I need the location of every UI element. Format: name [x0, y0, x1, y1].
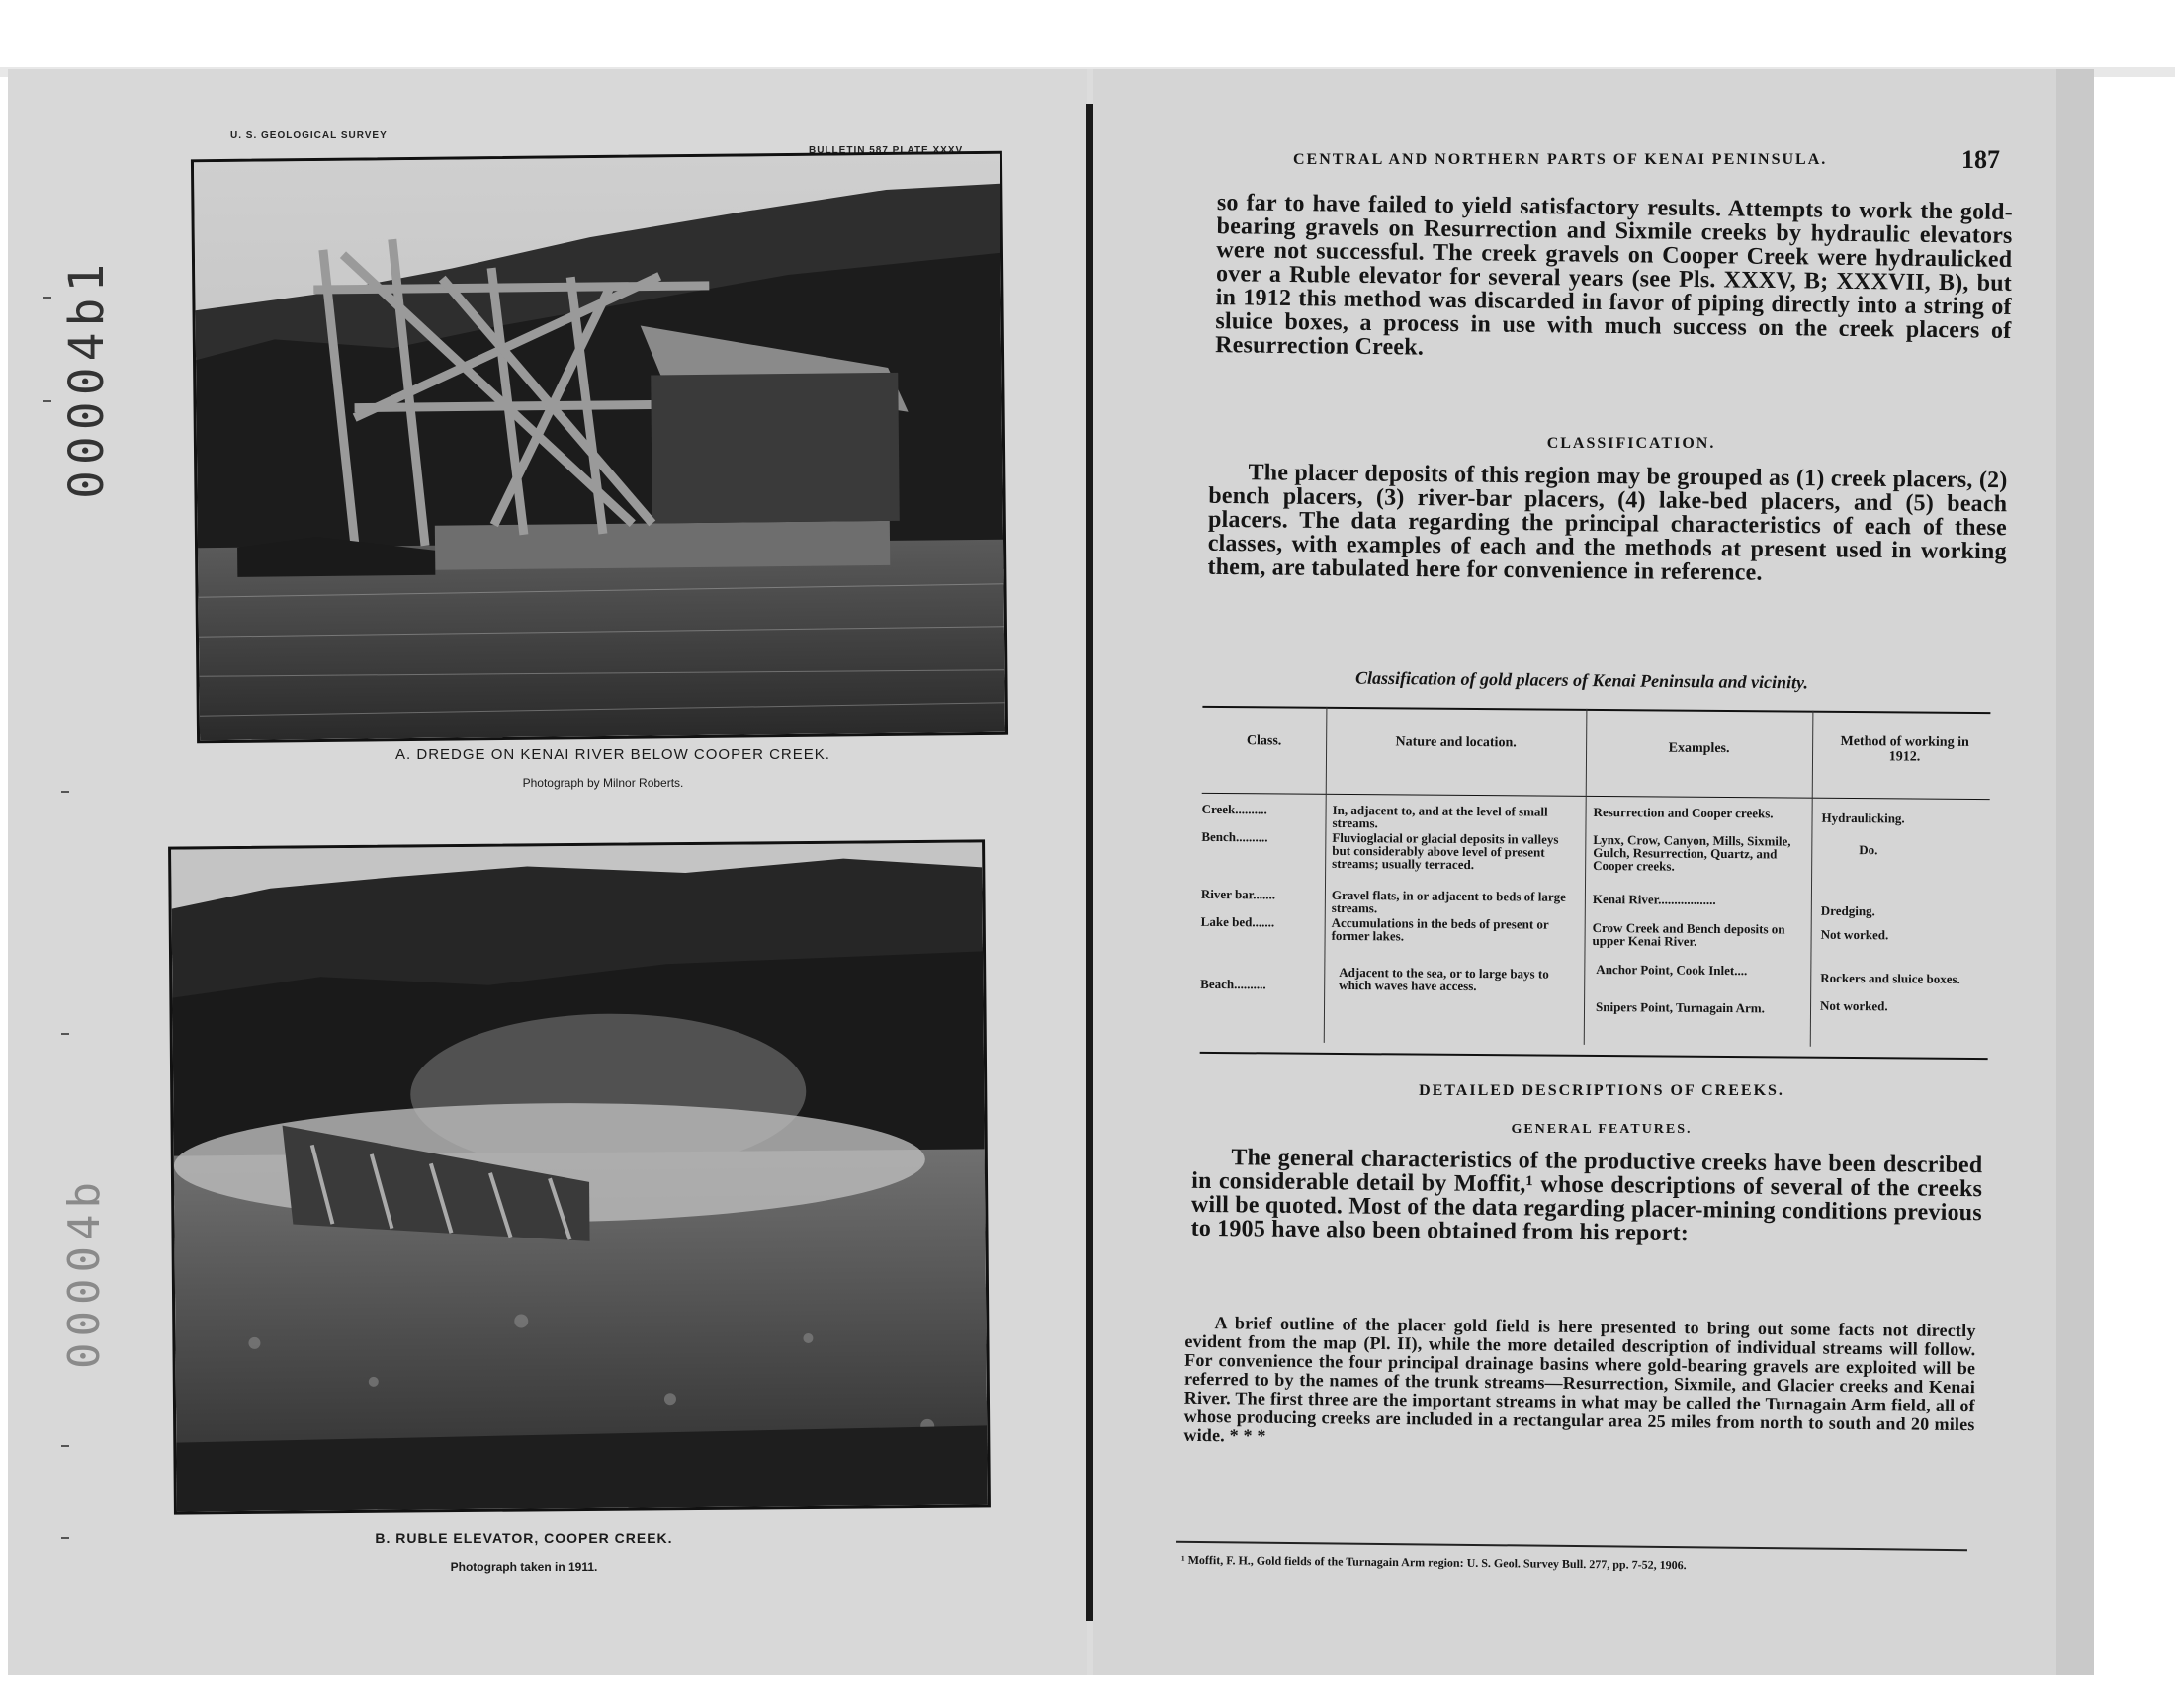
- scan-right-edge: [2056, 69, 2094, 1675]
- cell-nature-beach: Adjacent to the sea, or to large bays to which waves have access.: [1339, 964, 1549, 994]
- paragraph-1: so far to have failed to yield satisfactory results. Attempts to work the gold-bearing gravels on Resurrection and Sixmile creeks by hydraulic elevators were not successful. The creek gravels on Cooper Creek were hydraulicked over a Ruble elevator for several years (see Pls. XXXV, B; XXXVII, B), but in 1912 this method was discarded in favor of piping directly into a string of sluice boxes, a process in use with much success on the creek placers of Resurrection Creek.: [1214, 190, 2014, 361]
- table-header-rule: [1202, 793, 1990, 800]
- plate-a-caption: A. DREDGE ON KENAI RIVER BELOW COOPER CREEK.: [395, 746, 830, 763]
- placer-classification-table: [1200, 706, 1991, 1068]
- th-method: Method of working in 1912.: [1840, 733, 1969, 765]
- margin-tick: [61, 1445, 69, 1447]
- cell-examples-beach-1: Anchor Point, Cook Inlet....: [1596, 962, 1748, 979]
- cell-nature-river-bar: Gravel flats, in or adjacent to beds of large streams.: [1331, 887, 1566, 916]
- margin-tick: [61, 1537, 69, 1539]
- cell-method-beach-2: Not worked.: [1820, 997, 1888, 1014]
- th-examples: Examples.: [1668, 740, 1730, 757]
- footnote: ¹ Moffit, F. H., Gold fields of the Turnagain Arm region: U. S. Geol. Survey Bull. 277, pp. 7-52, 1906.: [1180, 1552, 1687, 1573]
- margin-tick: [44, 297, 51, 299]
- quoted-paragraph: A brief outline of the placer gold field is here presented to bring out some facts not directly evident from the map (Pl. II), while the more detailed description of individual streams will follow. For convenience the four principal drainage basins where gold-bearing gravels are exploited will be referred to by the names of the trunk streams—Resurrection, Sixmile, and Glacier creeks and Kenai River. The first three are the important streams in what may be called the Turnagain Arm field, all of whose producing creeks are included in a rectangular area 25 miles from north to south and 20 miles wide. * * *: [1183, 1313, 1976, 1446]
- cell-examples-lake-bed: Crow Creek and Bench deposits on upper Kenai River.: [1592, 919, 1785, 949]
- table-col-divider: [1324, 707, 1328, 1043]
- cell-nature-lake-bed: Accumulations in the beds of present or former lakes.: [1331, 914, 1549, 944]
- cell-method-bench: Do.: [1859, 842, 1878, 858]
- margin-tick: [61, 1033, 69, 1035]
- cell-examples-river-bar: Kenai River..................: [1592, 891, 1716, 907]
- margin-tick: [44, 400, 51, 402]
- table-caption: Classification of gold placers of Kenai Peninsula and vicinity.: [1354, 667, 1809, 693]
- table-col-divider: [1810, 711, 1814, 1047]
- cell-class-lake-bed: Lake bed.......: [1200, 913, 1275, 930]
- plate-header-left: U. S. GEOLOGICAL SURVEY: [230, 130, 388, 141]
- cell-nature-creek: In, adjacent to, and at the level of small streams.: [1332, 802, 1548, 831]
- plate-a-credit: Photograph by Milnor Roberts.: [522, 776, 684, 790]
- plate-b-caption: B. RUBLE ELEVATOR, COOPER CREEK.: [375, 1530, 673, 1546]
- cell-class-river-bar: River bar.......: [1200, 886, 1276, 902]
- running-head: [1293, 145, 2000, 174]
- photo-ruble-elevator: [168, 839, 991, 1514]
- section-general-features: GENERAL FEATURES.: [1511, 1122, 1693, 1137]
- paragraph-2: The placer deposits of this region may be grouped as (1) creek placers, (2) bench placers, (3) river-bar placers, (4) lake-bed placers, and (5) beach placers. The data regarding the principal characteristics of each of these classes, with examples of each and the methods at present used in working them, are tabulated here for convenience in reference.: [1207, 460, 2008, 586]
- cell-method-river-bar: Dredging.: [1820, 902, 1875, 919]
- th-nature: Nature and location.: [1395, 734, 1517, 751]
- cell-class-creek: Creek..........: [1201, 801, 1267, 817]
- scan-serial-faint: 00004b: [59, 1176, 110, 1369]
- plate-header-right: BULLETIN 587 PLATE XXXV: [809, 145, 964, 156]
- book-gutter: [1086, 104, 1093, 1621]
- cell-method-beach-1: Rockers and sluice boxes.: [1820, 970, 1960, 986]
- section-classification: CLASSIFICATION.: [1546, 435, 1716, 452]
- photo-dredge: [191, 151, 1008, 744]
- th-class: Class.: [1246, 733, 1282, 749]
- cell-class-beach: Beach..........: [1200, 976, 1266, 992]
- cell-method-lake-bed: Not worked.: [1820, 926, 1889, 943]
- page-number: 187: [1961, 145, 2000, 174]
- cell-examples-beach-2: Snipers Point, Turnagain Arm.: [1595, 999, 1765, 1016]
- plate-b-credit: Photograph taken in 1911.: [450, 1560, 598, 1574]
- margin-tick: [61, 791, 69, 793]
- section-detailed-descriptions: DETAILED DESCRIPTIONS OF CREEKS.: [1419, 1082, 1784, 1099]
- cell-nature-bench: Fluvioglacial or glacial deposits in valleys but considerably above level of present streams; usually terraced.: [1332, 829, 1559, 873]
- paragraph-3: The general characteristics of the productive creeks have been described in considerable detail by Moffit,¹ whose descriptions of several of the creeks will be quoted. Most of the data regarding placer-mining conditions previous to 1905 have also been obtained from his report:: [1190, 1145, 1983, 1247]
- running-head-title: CENTRAL AND NORTHERN PARTS OF KENAI PENINSULA.: [1293, 151, 1828, 168]
- table-col-divider: [1584, 709, 1588, 1045]
- cell-method-creek: Hydraulicking.: [1821, 810, 1905, 826]
- table-bottom-rule: [1200, 1052, 1988, 1060]
- cell-class-bench: Bench..........: [1201, 828, 1268, 845]
- cell-examples-bench: Lynx, Crow, Canyon, Mills, Sixmile, Gulch, Resurrection, Quartz, and Cooper creeks.: [1593, 831, 1791, 874]
- scan-serial-number: 00004b1: [59, 257, 115, 499]
- cell-examples-creek: Resurrection and Cooper creeks.: [1593, 804, 1774, 821]
